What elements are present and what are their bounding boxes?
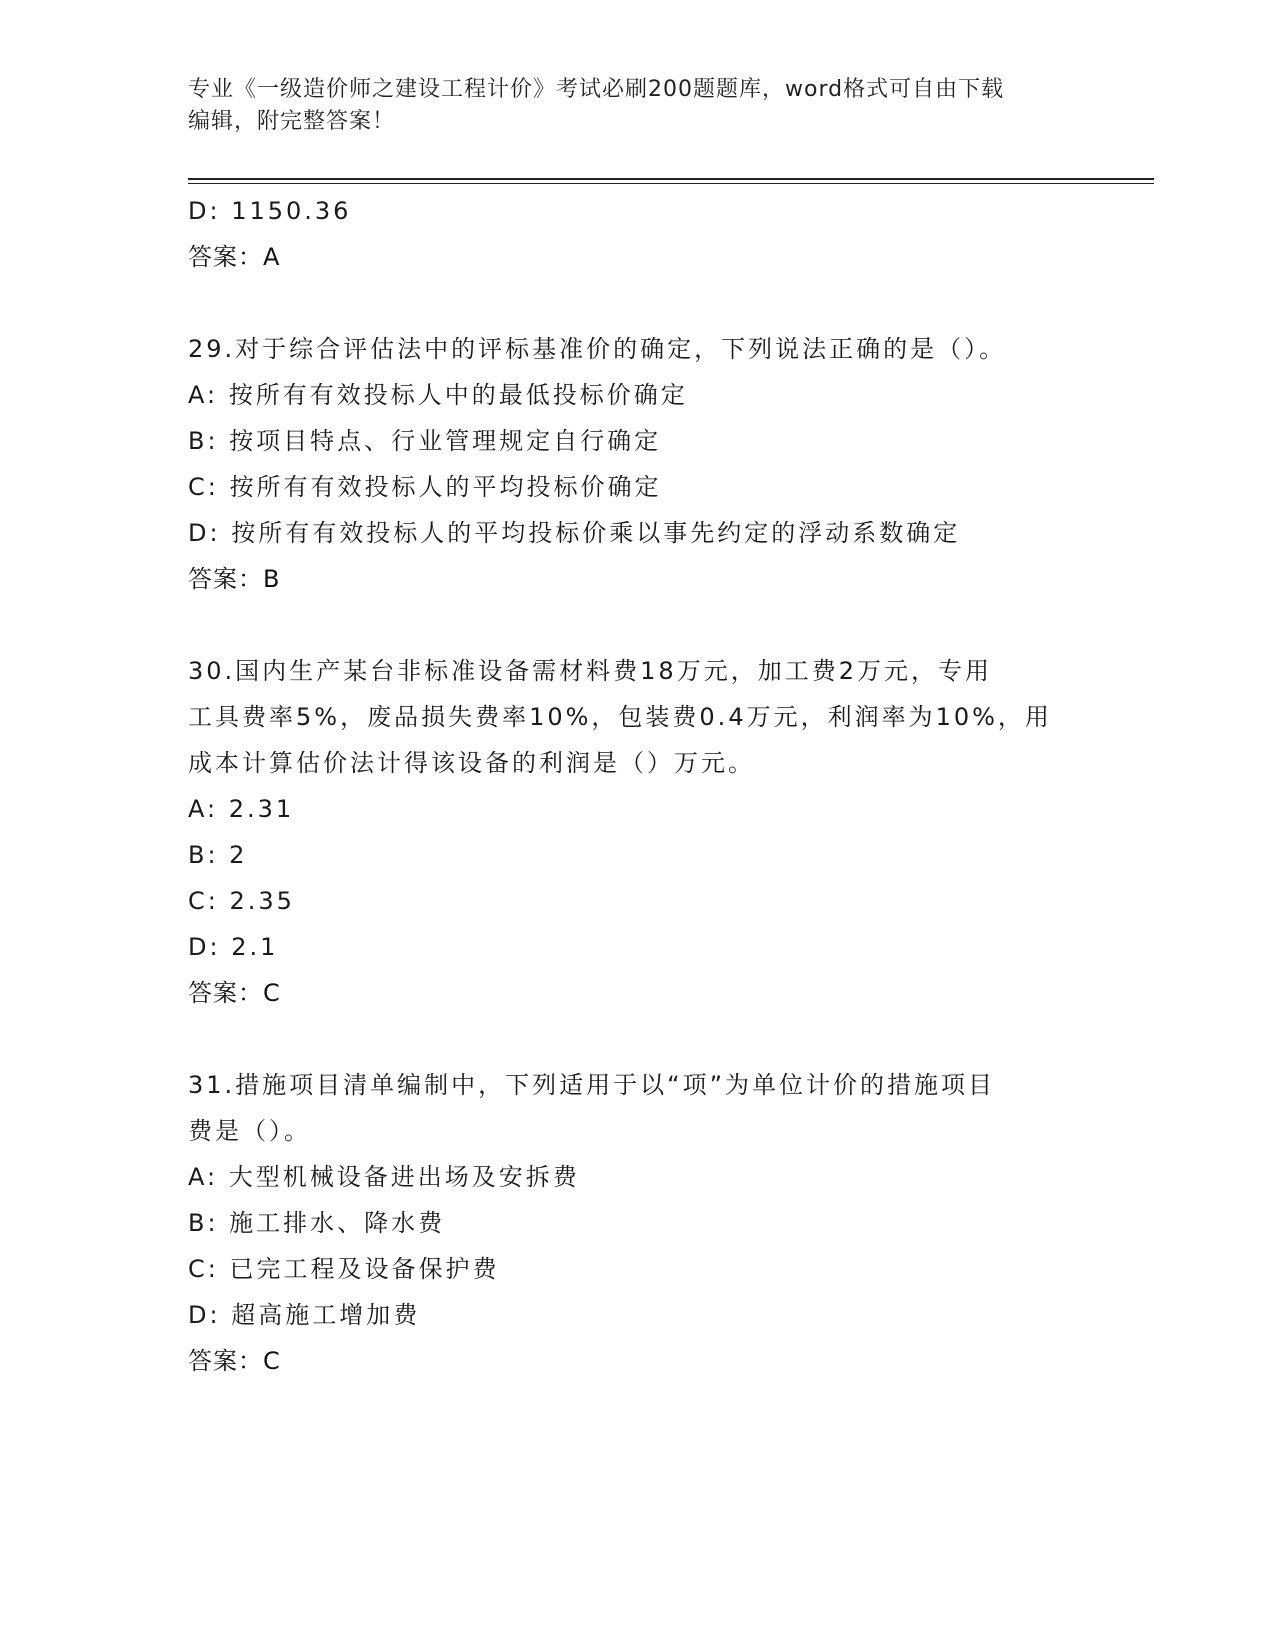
header-line-1: 专业《一级造价师之建设工程计价》考试必刷200题题库，word格式可自由下载 — [188, 77, 1005, 102]
option-c: C: 已完工程及设备保护费 — [188, 1255, 500, 1283]
question-stem-line-1: 30.国内生产某台非标准设备需材料费18万元，加工费2万元，专用 — [188, 657, 992, 685]
spacer — [188, 602, 1088, 648]
option-b: B: 按项目特点、行业管理规定自行确定 — [188, 427, 662, 455]
header-divider-thin — [188, 183, 1154, 184]
answer: 答案：C — [188, 979, 281, 1007]
question-stem-line-2: 费是（）。 — [188, 1117, 311, 1145]
previous-question-option-d: D: 1150.36 — [188, 197, 352, 225]
question-stem-line-3: 成本计算估价法计得该设备的利润是（）万元。 — [188, 749, 755, 777]
question-stem: 29.对于综合评估法中的评标基准价的确定，下列说法正确的是（）。 — [188, 335, 1007, 363]
option-a: A: 按所有有效投标人中的最低投标价确定 — [188, 381, 688, 409]
document-header — [188, 74, 1088, 138]
spacer — [188, 1016, 1088, 1062]
document-body — [188, 188, 1088, 1384]
question-31 — [188, 1062, 1088, 1384]
option-a: A: 大型机械设备进出场及安拆费 — [188, 1163, 580, 1191]
question-29 — [188, 326, 1088, 602]
spacer — [188, 280, 1088, 326]
previous-question-answer: 答案：A — [188, 243, 281, 271]
answer: 答案：C — [188, 1347, 281, 1375]
question-stem-line-2: 工具费率5%，废品损失费率10%，包装费0.4万元，利润率为10%，用 — [188, 703, 1052, 731]
question-stem-line-1: 31.措施项目清单编制中，下列适用于以“项”为单位计价的措施项目 — [188, 1071, 996, 1099]
question-30 — [188, 648, 1088, 1016]
option-c: C: 2.35 — [188, 887, 295, 915]
option-c: C: 按所有有效投标人的平均投标价确定 — [188, 473, 662, 501]
header-divider-thick — [188, 178, 1154, 180]
option-b: B: 2 — [188, 841, 248, 869]
option-d: D: 超高施工增加费 — [188, 1301, 421, 1329]
option-a: A: 2.31 — [188, 795, 295, 823]
option-d: D: 按所有有效投标人的平均投标价乘以事先约定的浮动系数确定 — [188, 519, 961, 547]
header-line-2: 编辑，附完整答案！ — [188, 109, 396, 134]
answer: 答案：B — [188, 565, 281, 593]
option-d: D: 2.1 — [188, 933, 279, 961]
option-b: B: 施工排水、降水费 — [188, 1209, 446, 1237]
